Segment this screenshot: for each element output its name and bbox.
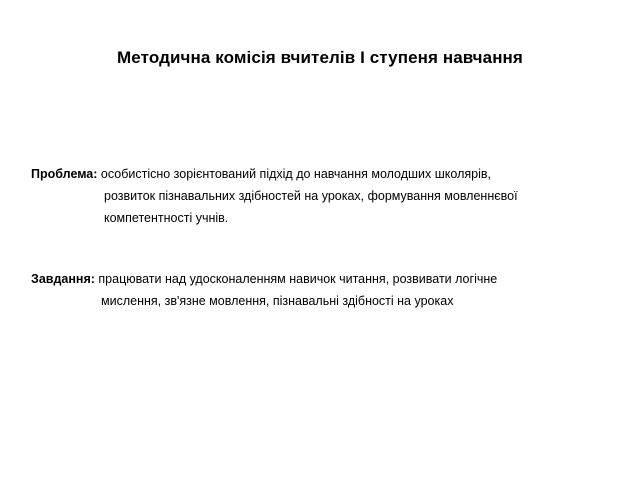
task-block	[31, 268, 497, 312]
problem-line-1	[31, 163, 518, 185]
slide-title: Методична комісія вчителів І ступеня навчання	[117, 48, 523, 67]
task-line-1	[31, 268, 497, 290]
problem-label: Проблема:	[31, 167, 98, 181]
problem-block	[31, 163, 518, 229]
problem-line-3: компетентності учнів.	[104, 211, 229, 225]
task-label: Завдання:	[31, 272, 95, 286]
problem-line-2: розвиток пізнавальних здібностей на уроках, формування мовленнєвої	[104, 189, 518, 203]
task-line-2: мислення, зв'язне мовлення, пізнавальні здібності на уроках	[101, 294, 454, 308]
problem-text-1: особистісно зорієнтований підхід до навчання молодших школярів,	[97, 167, 491, 181]
task-text-1: працювати над удосконаленням навичок читання, розвивати логічне	[94, 272, 498, 286]
